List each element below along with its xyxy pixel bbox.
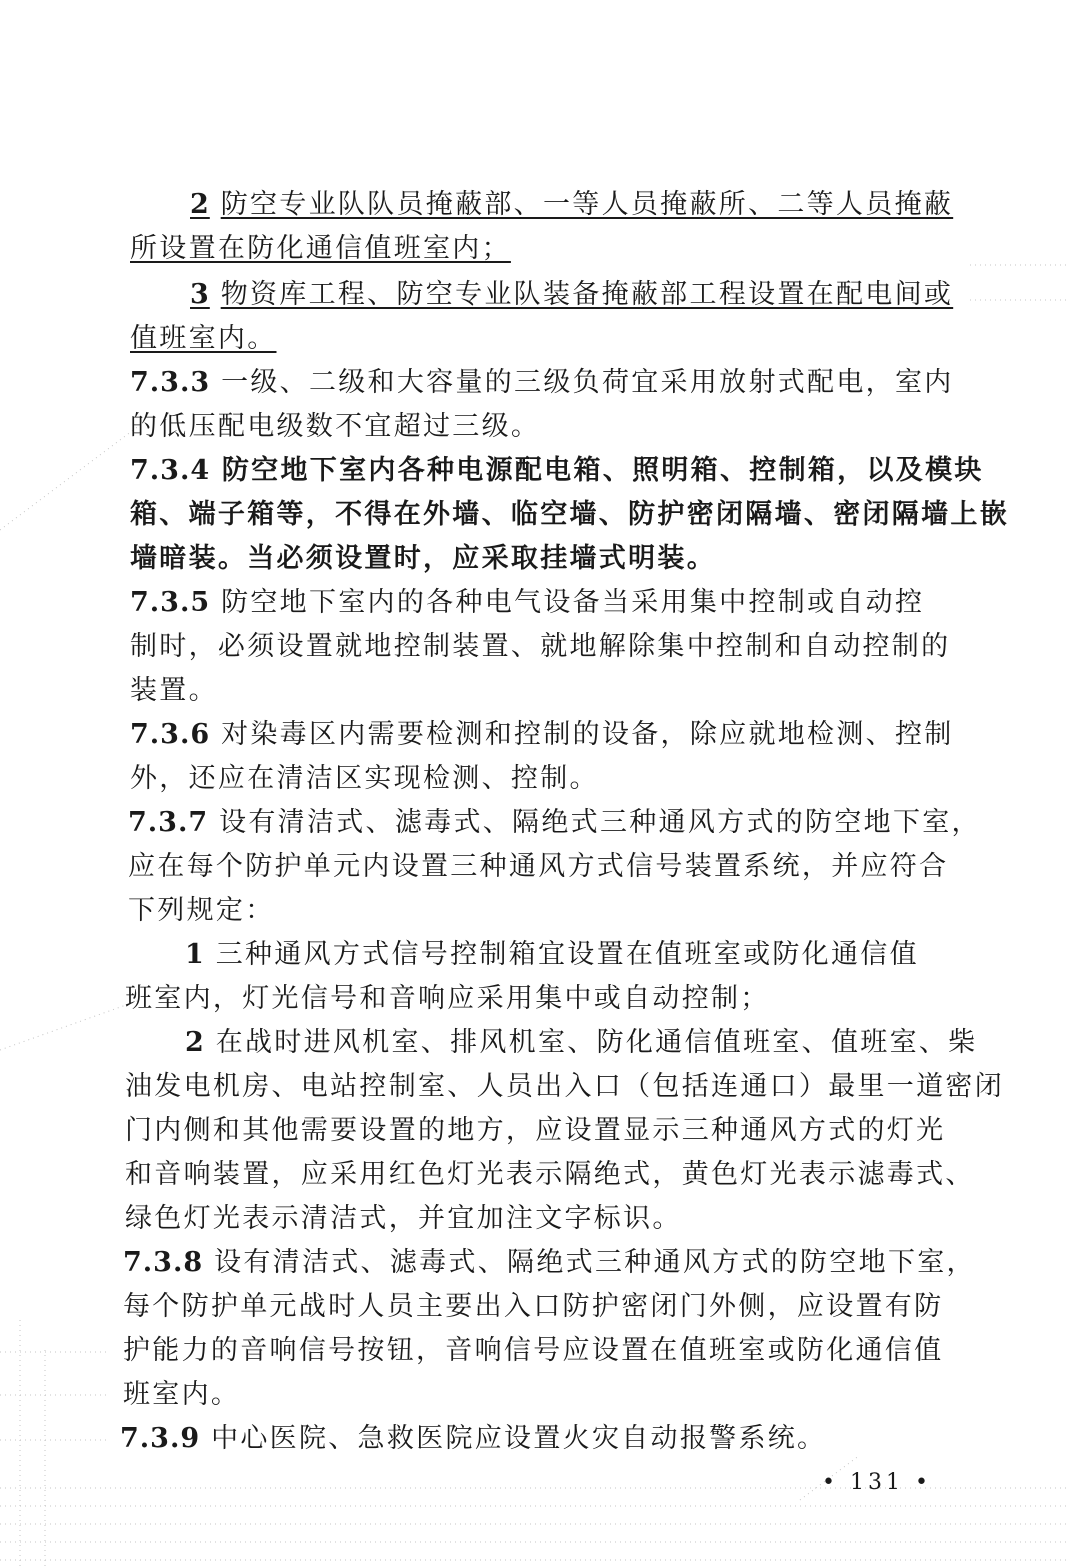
line-text: 在战时进风机室、排风机室、防化通信值班室、值班室、柴 (215, 1027, 978, 1058)
clause-number: 7.3.9 (120, 1423, 201, 1454)
line-text: 设有清洁式、滤毒式、隔绝式三种通风方式的防空地下室， (214, 1247, 976, 1278)
item-number: 1 (185, 939, 205, 970)
line-text: 应在每个防护单元内设置三种通风方式信号装置系统，并应符合 (128, 851, 949, 882)
line-text: 对染毒区内需要检测和控制的设备，除应就地检测、控制 (221, 719, 954, 750)
text-line (125, 1202, 682, 1236)
item-number: 2 (190, 189, 210, 220)
line-text: 和音响装置，应采用红色灯光表示隔绝式，黄色灯光表示滤毒式、 (125, 1159, 975, 1190)
line-text: 班室内。 (123, 1379, 241, 1410)
text-line (130, 366, 954, 400)
text-line (125, 1114, 945, 1148)
text-line (130, 410, 540, 444)
line-text: 每个防护单元战时人员主要出入口防护密闭门外侧，应设置有防 (123, 1291, 944, 1322)
item-number: 3 (190, 279, 210, 310)
clause-number: 7.3.5 (130, 587, 211, 618)
text-line (128, 850, 948, 884)
text-line (130, 586, 924, 620)
text-line-mandatory (130, 498, 1009, 532)
line-text: 三种通风方式信号控制箱宜设置在值班室或防化通信值 (215, 939, 919, 970)
clause-number: 7.3.6 (130, 719, 211, 750)
text-line (120, 1422, 826, 1456)
line-text: 外，还应在清洁区实现检测、控制。 (130, 763, 599, 794)
text-line (123, 1378, 240, 1412)
text-line (130, 322, 277, 356)
clause-number: 7.3.7 (128, 807, 209, 838)
line-text: 所设置在防化通信值班室内； (130, 233, 511, 264)
line-text: 值班室内。 (130, 323, 277, 354)
text-line (185, 938, 919, 972)
item-number: 2 (185, 1027, 205, 1058)
line-text: 中心医院、急救医院应设置火灾自动报警系统。 (211, 1423, 827, 1454)
line-text: 门内侧和其他需要设置的地方，应设置显示三种通风方式的灯光 (125, 1115, 946, 1146)
text-line (130, 630, 950, 664)
line-text: 班室内，灯光信号和音响应采用集中或自动控制； (125, 983, 770, 1014)
text-line (123, 1290, 943, 1324)
text-line (128, 894, 275, 928)
text-line (123, 1246, 976, 1280)
text-line (185, 1026, 978, 1060)
line-text: 箱、端子箱等，不得在外墙、临空墙、防护密闭隔墙、密闭隔墙上嵌 (130, 499, 1009, 530)
text-line (130, 232, 511, 266)
text-line-mandatory (130, 542, 716, 576)
clause-number: 7.3.4 (130, 455, 211, 486)
text-line (130, 718, 954, 752)
line-text: 墙暗装。当必须设置时，应采取挂墙式明装。 (130, 543, 716, 574)
line-text: 绿色灯光表示清洁式，并宜加注文字标识。 (125, 1203, 682, 1234)
text-line (190, 188, 953, 222)
line-text: 防空专业队队员掩蔽部、一等人员掩蔽所、二等人员掩蔽 (220, 189, 954, 220)
line-text: 防空地下室内的各种电气设备当采用集中控制或自动控 (221, 587, 925, 618)
text-line (190, 278, 953, 312)
clause-number: 7.3.3 (130, 367, 211, 398)
line-text: 下列规定： (128, 895, 275, 926)
text-line (128, 806, 981, 840)
line-text: 的低压配电级数不宜超过三级。 (130, 411, 541, 442)
text-line (130, 674, 218, 708)
text-line-mandatory (130, 454, 984, 488)
line-text: 防空地下室内各种电源配电箱、照明箱、控制箱，以及模块 (221, 455, 984, 486)
line-text: 一级、二级和大容量的三级负荷宜采用放射式配电，室内 (221, 367, 954, 398)
line-text: 装置。 (130, 675, 218, 706)
line-text: 油发电机房、电站控制室、人员出入口（包括连通口）最里一道密闭 (125, 1071, 1004, 1102)
line-text: 制时，必须设置就地控制装置、就地解除集中控制和自动控制的 (130, 631, 951, 662)
text-line (123, 1334, 943, 1368)
line-text: 护能力的音响信号按钮，音响信号应设置在值班室或防化通信值 (123, 1335, 944, 1366)
line-text: 物资库工程、防空专业队装备掩蔽部工程设置在配电间或 (220, 279, 954, 310)
page-number: • 131 • (822, 1470, 932, 1495)
text-line (125, 1070, 1004, 1104)
line-text: 设有清洁式、滤毒式、隔绝式三种通风方式的防空地下室， (219, 807, 981, 838)
text-line (125, 982, 770, 1016)
clause-number: 7.3.8 (123, 1247, 204, 1278)
text-line (130, 762, 599, 796)
text-line (125, 1158, 975, 1192)
